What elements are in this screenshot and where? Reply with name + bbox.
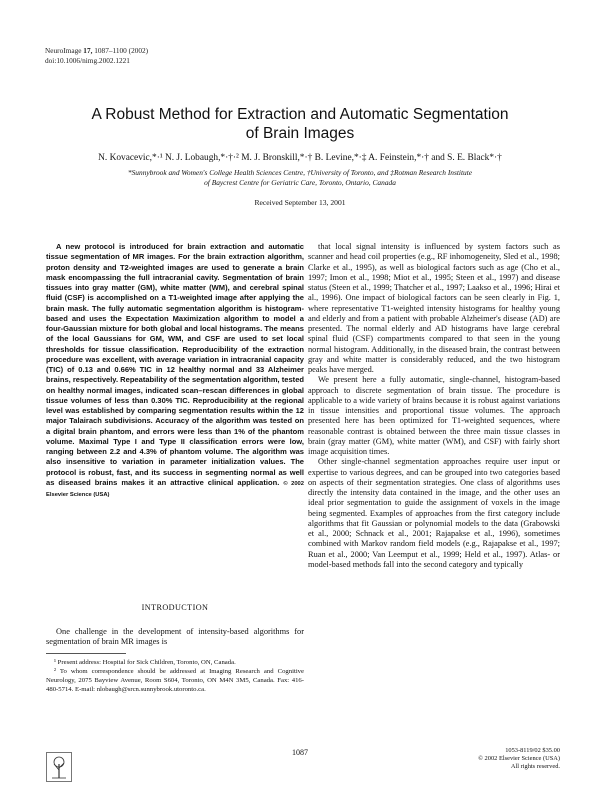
footnote-divider <box>46 653 126 654</box>
footer-issn: 1053-8119/02 $35.00 <box>505 747 560 754</box>
journal-name: NeuroImage <box>45 46 82 55</box>
introduction-text <box>46 627 304 648</box>
footer-copyright-line: © 2002 Elsevier Science (USA) <box>478 755 560 763</box>
right-paragraph-1: that local signal intensity is influenced by system factors such as scanner and head coil properties (e.g., RF inhomogeneity, Sled et al., 1998; Clarke et al., 1995), as well as biological factors such as age (Cho et al., 1997; Imon et al., 1998; Miot et al., 1995; Steen et al., 1997) and disease status (Steen et al., 1999; Thatcher et al., 1997; Laakso et al., 1996; Hirai et al., 1996). One impact of biological factors can be seen clearly in Fig. 1, where representative T1-weighted intensity histograms for healthy young and elderly and from a patient with probable Alzheimer's disease (AD) are presented. The normal elderly and AD histograms have large cerebral spinal fluid (CSF) compartments compared to that seen in the young normal histogram. Additionally, in the diseased brain, the contrast between gray and white matter is considerably reduced, and the two histogram peaks have merged. <box>308 242 560 374</box>
doi[interactable]: doi:10.1006/nimg.2002.1221 <box>45 56 130 65</box>
right-paragraph-3: Other single-channel segmentation approaches require user input or expertise to various degrees, and can be grouped into two categories based on aspects of their segmentation strategies. One class of algorithms uses directly the intensity data contained in the image, and the other uses an ideal prior segmentation to guide the assignment of voxels in the image being segmented. Examples of approaches from the first category include algorithms that fit Gaussian or polynomial models to the data (Grabowski et al., 2000; Schnack et al., 2001; Rajapakse et al., 1996), sometimes combined with Markov random field models (e.g., Rajapakse et al., 1997; Ruan et al., 2000; Van Leemput et al., 1999; Held et al., 1997). Atlas- or model-based methods fall into the second category and typically <box>308 457 560 569</box>
right-column <box>308 242 560 570</box>
title-line-1: A Robust Method for Extraction and Automatic Segmentation <box>91 106 509 123</box>
footer-rights: All rights reserved. <box>510 763 560 771</box>
affiliations <box>60 168 540 188</box>
abstract-text: A new protocol is introduced for brain extraction and automatic tissue segmentation of MR images. For the brain extraction algorithm, proton density and T2-weighted images are used to generate a brain mask encompassing the full intracranial cavity. Segmentation of brain tissues into gray matter (GM), white matter (WM), and cerebral spinal fluid (CSF) is accomplished on a T1-weighted image after applying the brain mask. The fully automatic segmentation algorithm is histogram-based and uses the Expectation Maximization algorithm to model a four-Gaussian mixture for both global and local histograms. The means of the local Gaussians for GM, WM, and CSF are used to set local thresholds for tissue classification. Reproducibility of the extraction procedure was excellent, with average variation in intracranial capacity (TIC) of 0.13 and 0.66% TIC in 12 healthy normal and 33 Alzheimer brains, respectively. Repeatability of the segmentation algorithm, tested on healthy normal images, indicated scan–rescan differences in global tissue volumes of less than 0.30% TIC. Reproducibility at the regional level was established by comparing segmentation results within the 12 major Talairach subdivisions. Accuracy of the algorithm was tested on a digital brain phantom, and errors were less than 1% of the phantom volume. Maximal Type I and Type II classification errors were low, ranging between 2.2 and 4.3% of phantom volume. The algorithm was also insensitive to variation in parameter initialization values. The protocol is robust, fast, and its success in segmenting normal as well as diseased brains makes it an attractive clinical application. <box>46 242 304 487</box>
footnote-1: ¹ Present address: Hospital for Sick Children, Toronto, ON, Canada. <box>54 659 236 666</box>
footnotes <box>46 658 304 694</box>
affiliation-line-2: of Baycrest Centre for Geriatric Care, Toronto, Ontario, Canada <box>204 178 396 187</box>
journal-volume: 17, <box>83 46 93 55</box>
journal-citation <box>45 46 148 66</box>
abstract <box>46 242 304 500</box>
footnote-2: ² To whom correspondence should be addressed at Imaging Research and Cognitive Neurology, 2075 Bayview Avenue, Room S604, Toronto, ON M4N 3M5, Canada. Fax: 416-480-5714. E-mail: nlobaugh@srcn.sunnybrook.utoronto.ca. <box>46 668 304 693</box>
abstract-copyright: © 2002 Elsevier Science (USA) <box>46 480 304 498</box>
journal-pages: 1087–1100 (2002) <box>94 46 149 55</box>
page-number: 1087 <box>292 748 308 757</box>
elsevier-tree-icon <box>46 752 72 787</box>
title-line-2: of Brain Images <box>245 125 355 142</box>
intro-paragraph: One challenge in the development of intensity-based algorithms for segmentation of brain MR images is <box>46 627 304 647</box>
paper-title <box>40 105 560 143</box>
affiliation-line-1: *Sunnybrook and Women's College Health Sciences Centre, †University of Toronto, and ‡Rotman Research Institute <box>127 168 473 177</box>
section-heading-introduction: INTRODUCTION <box>141 603 209 612</box>
received-date: Received September 13, 2001 <box>254 198 346 207</box>
right-paragraph-2: We present here a fully automatic, single-channel, histogram-based approach to discrete segmentation of brain tissue. The procedure is applicable to a wide variety of brains because it is robust against variations in tissue intensities and proportional tissue volumes. The approach presented here has been optimized for T1-weighted sequences, where reasonable contrast is obtained between the three main tissue classes in brain (gray matter (GM), white matter (WM), and CSF) with fairly short image acquisition times. <box>308 375 560 456</box>
footer-copyright <box>420 747 560 772</box>
author-list: N. Kovacevic,*·¹ N. J. Lobaugh,*·†·² M. J. Bronskill,*·† B. Levine,*·‡ A. Feinstein,*·† and S. E. Black*·† <box>98 153 502 163</box>
